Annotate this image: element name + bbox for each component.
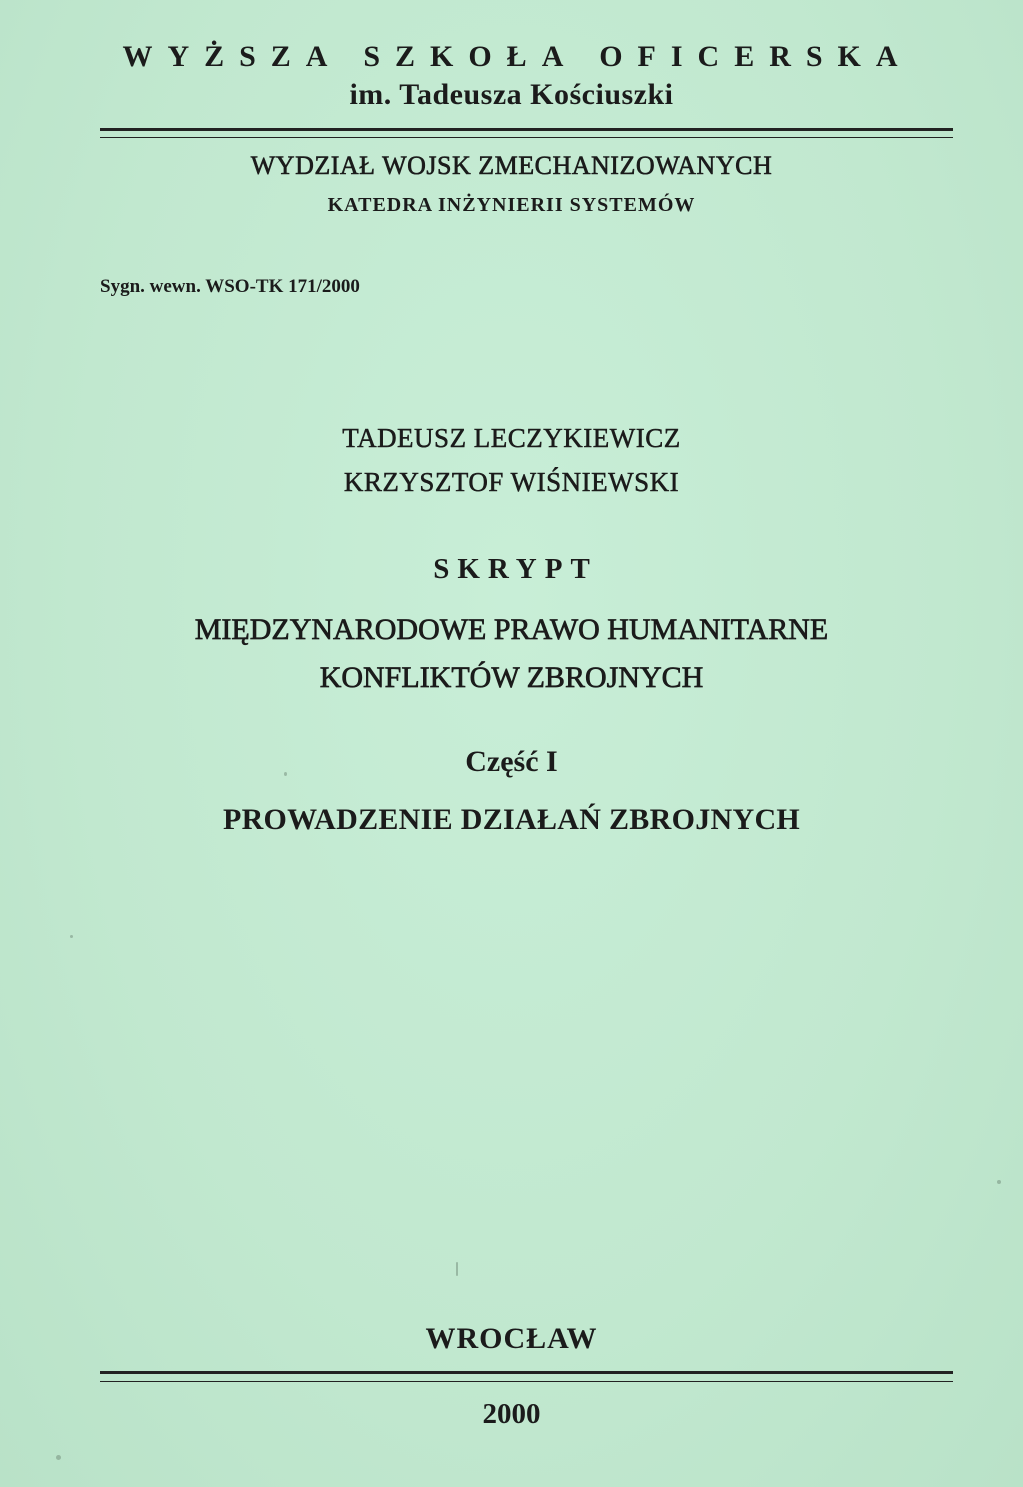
part-number: Część I xyxy=(465,745,558,778)
department-name: KATEDRA INŻYNIERII SYSTEMÓW xyxy=(327,194,696,216)
paper-speck xyxy=(284,772,287,776)
faculty-name: WYDZIAŁ WOJSK ZMECHANIZOWANYCH xyxy=(250,151,773,180)
document-type: SKRYPT xyxy=(433,553,598,585)
title-line: MIĘDZYNARODOWE PRAWO HUMANITARNE xyxy=(194,613,829,646)
paper-speck xyxy=(456,1262,458,1276)
paper-speck xyxy=(997,1180,1001,1184)
title-line: KONFLIKTÓW ZBROJNYCH xyxy=(319,661,704,694)
paper-speck xyxy=(56,1455,61,1460)
institution-name: WYŻSZA SZKOŁA OFICERSKA xyxy=(122,40,913,73)
footer-rule-thin xyxy=(100,1381,953,1382)
author-name: KRZYSZTOF WIŚNIEWSKI xyxy=(343,467,680,497)
header-rule-thick xyxy=(100,128,953,131)
institution-patron: im. Tadeusza Kościuszki xyxy=(349,78,674,111)
part-subtitle: PROWADZENIE DZIAŁAŃ ZBROJNYCH xyxy=(222,803,801,836)
internal-signature: Sygn. wewn. WSO-TK 171/2000 xyxy=(100,276,360,297)
paper-speck xyxy=(70,935,73,938)
footer-rule-thick xyxy=(100,1371,953,1374)
publication-city: WROCŁAW xyxy=(425,1322,598,1355)
author-name: TADEUSZ LECZYKIEWICZ xyxy=(342,423,681,453)
publication-year: 2000 xyxy=(482,1398,541,1430)
header-rule-thin xyxy=(100,137,953,138)
